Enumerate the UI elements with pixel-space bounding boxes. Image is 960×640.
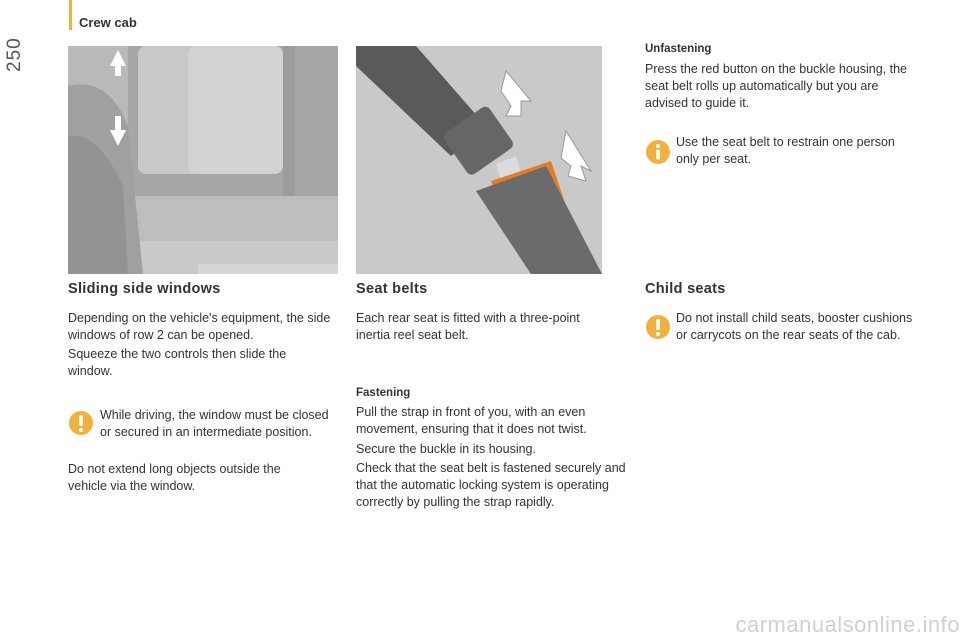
paragraph: Squeeze the two controls then slide the window. xyxy=(68,347,287,378)
section-title: Crew cab xyxy=(79,15,137,30)
paragraph: Press the red button on the buckle housing, the seat belt rolls up automatically but you are advised to guide it. xyxy=(645,62,907,110)
warning-icon xyxy=(645,314,671,340)
paragraph: Secure the buckle in its housing. xyxy=(356,442,536,456)
warning-icon xyxy=(68,410,94,436)
warning-text: While driving, the window must be closed or secured in an intermediate position. xyxy=(100,408,329,439)
subheading-unfastening: Unfastening xyxy=(645,43,712,55)
paragraph: Check that the seat belt is fastened securely and that the automatic locking system is operating correctly by pulling the strap rapidly. xyxy=(356,461,626,509)
seat-belt-illustration xyxy=(356,46,602,274)
paragraph: Pull the strap in front of you, with an even movement, ensuring that it does not twist. xyxy=(356,405,587,436)
paragraph: Do not extend long objects outside the vehicle via the window. xyxy=(68,462,281,493)
header-accent-bar xyxy=(69,0,72,30)
paragraph: Depending on the vehicle's equipment, the side windows of row 2 can be opened. xyxy=(68,311,331,342)
paragraph: Each rear seat is fitted with a three-point inertia reel seat belt. xyxy=(356,311,580,342)
info-icon xyxy=(645,139,671,165)
section-heading-child-seats: Child seats xyxy=(645,281,726,297)
sliding-window-illustration xyxy=(68,46,338,274)
watermark: carmanualsonline.info xyxy=(735,612,960,637)
subheading-fastening: Fastening xyxy=(356,387,411,399)
section-heading-sliding-windows: Sliding side windows xyxy=(68,281,221,297)
info-text: Use the seat belt to restrain one person only per seat. xyxy=(676,135,895,166)
section-heading-seat-belts: Seat belts xyxy=(356,281,428,297)
warning-text: Do not install child seats, booster cushions or carrycots on the rear seats of the cab. xyxy=(676,311,913,342)
page-number: 250 xyxy=(4,37,25,72)
